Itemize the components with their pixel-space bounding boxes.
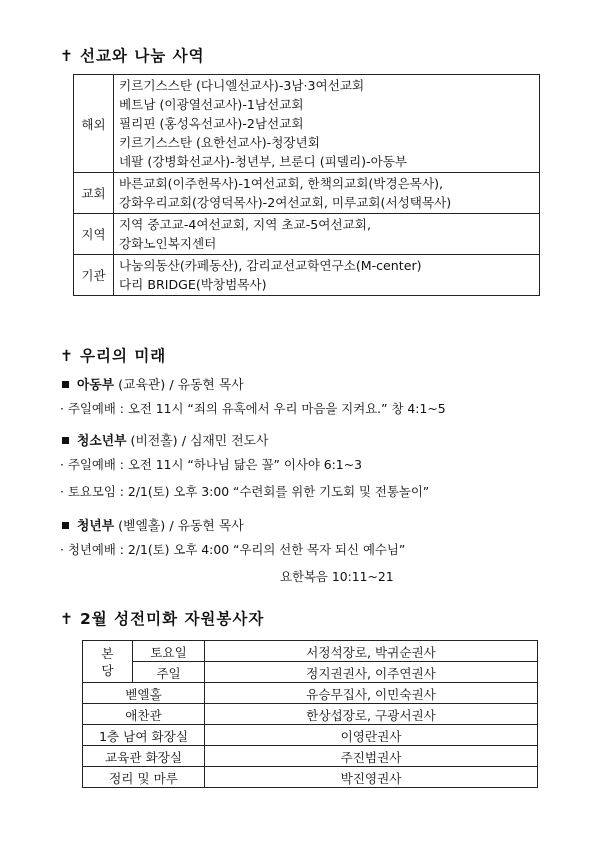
- content-line: 베트남 (이광열선교사)-1남선교회: [119, 97, 304, 112]
- row-label: 교회: [74, 173, 114, 214]
- group-header-children: [62, 374, 244, 393]
- table-row: [83, 641, 538, 662]
- group-name: 아동부: [77, 378, 115, 393]
- content-line: 지역 중고교-4여선교회, 지역 초교-5여선교회,: [119, 217, 371, 232]
- bullet-icon: ·: [60, 457, 64, 472]
- row-content: [114, 255, 540, 296]
- main-label-char: 본: [101, 645, 114, 661]
- schedule-text: 주일예배 : 오전 11시 “죄의 유혹에서 우리 마음을 지켜요.” 창 4:1~5: [67, 401, 446, 416]
- bullet-icon: ·: [60, 542, 64, 557]
- row-names: 주진범권사: [205, 746, 538, 767]
- row-names: 유승무집사, 이민숙권사: [205, 683, 538, 704]
- mission-table: [73, 74, 540, 296]
- content-line: 필리핀 (홍성옥선교사)-2남선교회: [119, 116, 304, 131]
- row-content: [114, 214, 540, 255]
- bullet-icon: ·: [60, 484, 64, 499]
- table-row: [83, 683, 538, 704]
- table-row: [74, 214, 540, 255]
- row-label: 주일: [133, 662, 205, 683]
- main-sanctuary-label: [83, 641, 133, 683]
- section-title-mission: [60, 44, 205, 66]
- cross-icon: ✝: [60, 347, 74, 365]
- row-label: 애찬관: [83, 704, 205, 725]
- group-header-youth: [62, 430, 268, 449]
- row-names: 정지권권사, 이주연권사: [205, 662, 538, 683]
- group-leader: / 심재민 전도사: [181, 434, 269, 449]
- group-header-young-adults: [62, 515, 244, 534]
- row-label: 해외: [74, 75, 114, 173]
- section-title-text: 우리의 미래: [80, 347, 167, 365]
- table-row: [74, 75, 540, 173]
- row-content: [114, 75, 540, 173]
- group-leader: / 유동현 목사: [169, 378, 244, 393]
- row-names: 서정석장로, 박귀순권사: [205, 641, 538, 662]
- row-names: 박진영권사: [205, 767, 538, 788]
- table-row: [83, 767, 538, 788]
- content-line: 강화노인복지센터: [119, 236, 217, 251]
- row-names: 이영란권사: [205, 725, 538, 746]
- table-row: [83, 725, 538, 746]
- square-bullet-icon: [62, 437, 69, 444]
- section-title-text: 선교와 나눔 사역: [80, 47, 205, 65]
- content-line: 다리 BRIDGE(박창범목사): [119, 277, 267, 292]
- content-line: 강화우리교회(강영덕목사)-2여선교회, 미루교회(서성택목사): [119, 195, 452, 210]
- content-line: 나눔의동산(카페동산), 감리교선교학연구소(M-center): [119, 258, 422, 273]
- content-line: 네팔 (강병화선교사)-청년부, 브룬디 (피델리)-아동부: [119, 154, 408, 169]
- row-label: 정리 및 마루: [83, 767, 205, 788]
- square-bullet-icon: [62, 522, 69, 529]
- row-names: 한상섭장로, 구광서권사: [205, 704, 538, 725]
- schedule-line: [60, 455, 362, 473]
- row-label: 벧엘홀: [83, 683, 205, 704]
- content-line: 키르기스스탄 (요한선교사)-청장년회: [119, 135, 320, 150]
- section-title-text: 2월 성전미화 자원봉사자: [80, 610, 265, 628]
- row-label: 토요일: [133, 641, 205, 662]
- row-label: 기관: [74, 255, 114, 296]
- row-content: [114, 173, 540, 214]
- group-place: (교육관): [118, 378, 166, 393]
- schedule-line: [60, 482, 429, 500]
- row-label: 1층 남여 화장실: [83, 725, 205, 746]
- schedule-text: 주일예배 : 오전 11시 “하나님 닮은 꼴” 이사야 6:1~3: [67, 457, 362, 472]
- section-title-volunteers: [60, 607, 264, 629]
- main-label-char: 당: [101, 662, 114, 678]
- table-row: [83, 662, 538, 683]
- schedule-line: [60, 540, 405, 558]
- group-leader: / 유동현 목사: [169, 519, 244, 534]
- table-row: [83, 704, 538, 725]
- cross-icon: ✝: [60, 610, 74, 628]
- square-bullet-icon: [62, 381, 69, 388]
- content-line: 키르기스스탄 (다니엘선교사)-3남·3여선교회: [119, 78, 365, 93]
- group-place: (벧엘홀): [118, 519, 166, 534]
- row-label: 지역: [74, 214, 114, 255]
- schedule-text: 청년예배 : 2/1(토) 오후 4:00 “우리의 선한 목자 되신 예수님”: [67, 542, 406, 557]
- volunteer-table: [82, 640, 538, 788]
- group-name: 청소년부: [77, 434, 127, 449]
- scripture-reference: 요한복음 10:11~21: [280, 569, 394, 584]
- schedule-text: 토요모임 : 2/1(토) 오후 3:00 “수련회를 위한 기도회 및 전통놀이”: [67, 484, 430, 499]
- schedule-line: [60, 399, 446, 417]
- cross-icon: ✝: [60, 47, 74, 65]
- group-name: 청년부: [77, 519, 115, 534]
- content-line: 바른교회(이주헌목사)-1여선교회, 한책의교회(박경은목사),: [119, 176, 444, 191]
- table-row: [83, 746, 538, 767]
- group-place: (비전홀): [130, 434, 178, 449]
- row-label: 교육관 화장실: [83, 746, 205, 767]
- table-row: [74, 173, 540, 214]
- bullet-icon: ·: [60, 401, 64, 416]
- table-row: [74, 255, 540, 296]
- section-title-future: [60, 344, 166, 366]
